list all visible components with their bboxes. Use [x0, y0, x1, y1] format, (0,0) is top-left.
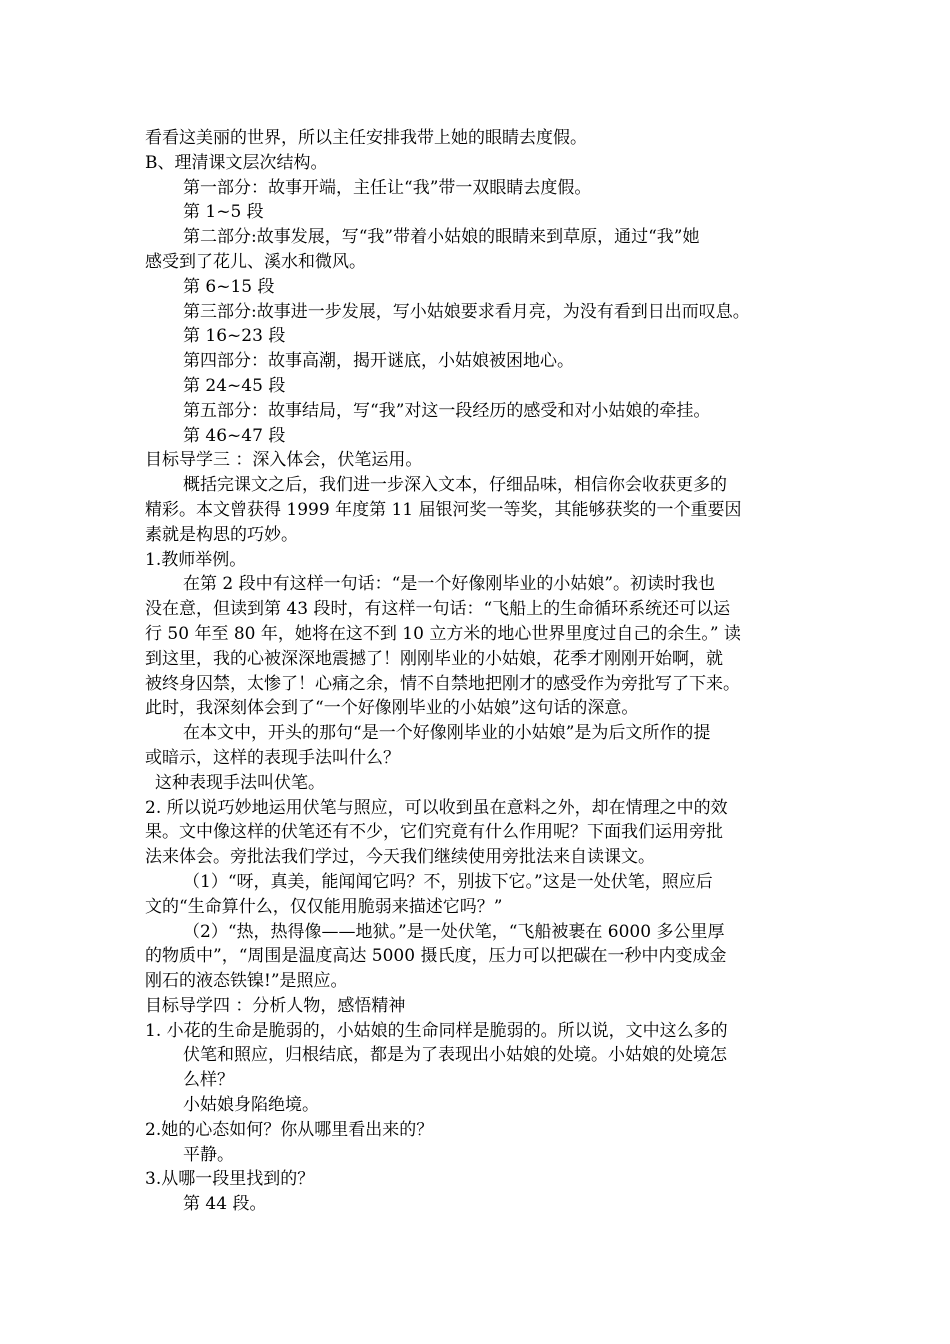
text-line: 第三部分:故事进一步发展，写小姑娘要求看月亮，为没有看到日出而叹息。 — [183, 301, 750, 322]
document-body — [145, 126, 813, 1217]
text-line: （2）“热，热得像——地狱。”是一处伏笔，“飞船被裹在 6000 多公里厚 — [183, 921, 725, 942]
text-line: 第 1~5 段 — [183, 202, 264, 223]
text-line: 第 16~23 段 — [183, 326, 286, 347]
text-line: 文的“生命算什么，仅仅能用脆弱来描述它吗？” — [145, 896, 503, 917]
text-line: 这种表现手法叫伏笔。 — [155, 772, 325, 793]
text-line: 概括完课文之后，我们进一步深入文本，仔细品味，相信你会收获更多的 — [183, 475, 727, 496]
text-line: 或暗示，这样的表现手法叫什么？ — [145, 747, 400, 768]
text-line: 第五部分：故事结局，写“我”对这一段经历的感受和对小姑娘的牵挂。 — [183, 400, 711, 421]
text-line: 第 6~15 段 — [183, 276, 275, 297]
text-line: 行 50 年至 80 年，她将在这不到 10 立方米的地心世界里度过自己的余生。” 读 — [145, 623, 741, 644]
text-line: 的物质中”，“周围是温度高达 5000 摄氏度，压力可以把碳在一秒中内变成金 — [145, 946, 727, 967]
text-line: 感受到了花儿、溪水和微风。 — [145, 251, 366, 272]
text-line: 平静。 — [183, 1144, 234, 1165]
text-line: 伏笔和照应，归根结底，都是为了表现出小姑娘的处境。小姑娘的处境怎 — [183, 1045, 727, 1066]
text-line: 2.她的心态如何？你从哪里看出来的？ — [145, 1119, 434, 1140]
text-line: 果。文中像这样的伏笔还有不少，它们究竟有什么作用呢？下面我们运用旁批 — [145, 822, 723, 843]
text-line: 目标导学三 ：深入体会，伏笔运用。 — [145, 450, 423, 471]
text-line: 在本文中，开头的那句“是一个好像刚毕业的小姑娘”是为后文所作的提 — [183, 723, 711, 744]
text-line: 第二部分:故事发展，写“我”带着小姑娘的眼睛来到草原，通过“我”她 — [183, 227, 700, 248]
text-line: 1. 小花的生命是脆弱的，小姑娘的生命同样是脆弱的。所以说，文中这么多的 — [145, 1020, 728, 1041]
text-line: 第 46~47 段 — [183, 425, 286, 446]
text-line: 法来体会。旁批法我们学过，今天我们继续使用旁批法来自读课文。 — [145, 847, 655, 868]
text-line: 小姑娘身陷绝境。 — [183, 1095, 319, 1116]
text-line: 目标导学四 ：分析人物，感悟精神 — [145, 995, 406, 1016]
text-line: 第四部分：故事高潮，揭开谜底，小姑娘被困地心。 — [183, 351, 574, 372]
text-line: 第一部分：故事开端，主任让“我”带一双眼睛去度假。 — [183, 177, 592, 198]
text-line: 第 44 段。 — [183, 1194, 267, 1215]
text-line: 么样？ — [183, 1070, 234, 1091]
text-line: 第 24~45 段 — [183, 375, 286, 396]
text-line: 3.从哪一段里找到的？ — [145, 1169, 315, 1190]
text-line: 此时，我深刻体会到了“一个好像刚毕业的小姑娘”这句话的深意。 — [145, 698, 639, 719]
text-line: 没在意，但读到第 43 段时，有这样一句话：“飞船上的生命循环系统还可以运 — [145, 599, 731, 620]
text-line: 刚石的液态铁镍!”是照应。 — [145, 971, 348, 992]
text-line: 2. 所以说巧妙地运用伏笔与照应，可以收到虽在意料之外，却在情理之中的效 — [145, 797, 728, 818]
text-line: 在第 2 段中有这样一句话：“是一个好像刚毕业的小姑娘”。初读时我也 — [183, 574, 716, 595]
text-line: （1）“呀，真美，能闻闻它吗？不，别拔下它。”这是一处伏笔，照应后 — [183, 871, 713, 892]
text-line: 素就是构思的巧妙。 — [145, 524, 298, 545]
text-line: 到这里，我的心被深深地震撼了！刚刚毕业的小姑娘，花季才刚刚开始啊，就 — [145, 648, 723, 669]
text-line: 精彩。本文曾获得 1999 年度第 11 届银河奖一等奖，其能够获奖的一个重要因 — [145, 499, 742, 520]
text-line: B、理清课文层次结构。 — [145, 152, 328, 173]
text-line: 1.教师举例。 — [145, 549, 247, 570]
text-line: 看看这美丽的世界，所以主任安排我带上她的眼睛去度假。 — [145, 128, 587, 148]
text-line: 被终身囚禁，太惨了！心痛之余，情不自禁地把刚才的感受作为旁批写了下来。 — [145, 673, 740, 694]
